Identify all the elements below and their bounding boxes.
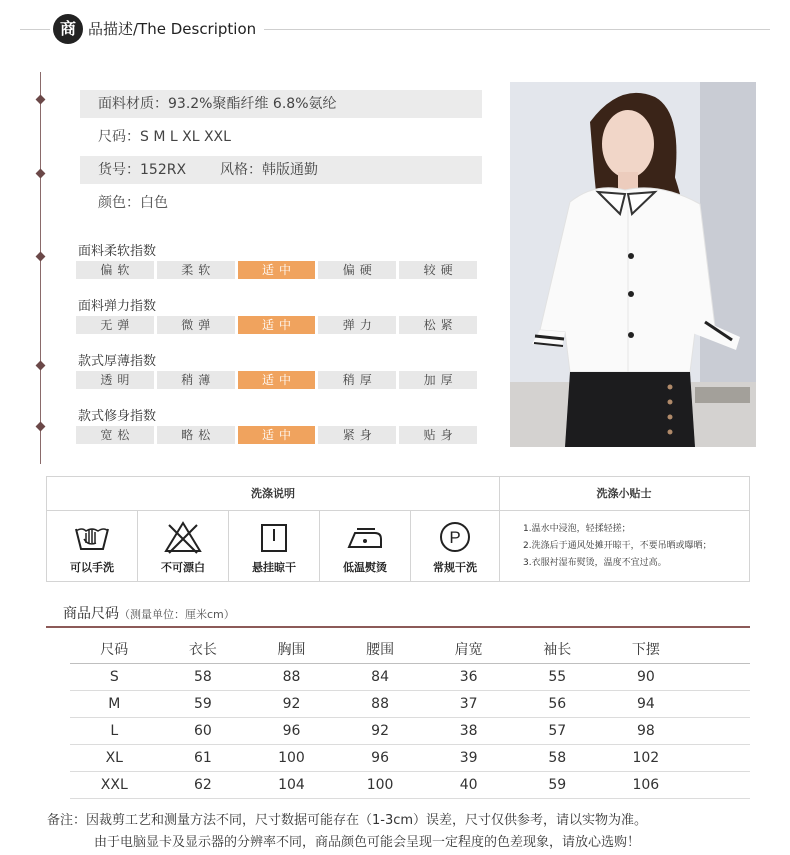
size-unit: （测量单位：厘米cm）	[119, 608, 235, 621]
index-scale	[76, 371, 477, 389]
size-column-header: 腰围	[366, 642, 395, 658]
size-cell: 88	[282, 669, 301, 685]
size-cell: 84	[371, 669, 389, 685]
index-option-selected: 适中	[238, 371, 316, 389]
size-cell: 96	[371, 750, 389, 766]
size-cell: 36	[459, 669, 478, 685]
note-line: 由于电脑显卡及显示器的分辨率不同，商品颜色可能会呈现一定程度的色差现象，请放心选购！	[94, 835, 641, 850]
size-cell: 37	[459, 696, 478, 712]
wash-item	[229, 511, 319, 581]
index-scale	[76, 426, 477, 444]
size-cell: 90	[636, 669, 655, 685]
size-cell: 96	[282, 723, 301, 739]
index-option: 偏硬	[318, 261, 396, 279]
decor-vertical-line	[40, 72, 41, 464]
header-title: 品描述/The Description	[88, 20, 257, 38]
header-rule-right	[264, 29, 770, 30]
wash-item	[410, 511, 500, 581]
size-cell: 94	[636, 696, 655, 712]
hang-dry-icon	[254, 519, 294, 555]
wash-tip: 2.洗涤后于通风处摊开晾干，不要吊晒或曝晒；	[523, 541, 712, 551]
dry-clean-icon	[435, 519, 475, 555]
wash-item	[320, 511, 410, 581]
wash-tip: 3.衣服衬湿布熨烫，温度不宜过高。	[523, 558, 667, 568]
index-option: 贴身	[399, 426, 477, 444]
decor-diamond	[36, 95, 46, 105]
index-title: 款式厚薄指数	[78, 354, 157, 369]
size-column-header: 尺码	[100, 642, 129, 658]
decor-diamond	[36, 422, 46, 432]
size-cell: 58	[548, 750, 567, 766]
size-cell: M	[108, 696, 121, 712]
index-option: 偏软	[76, 261, 154, 279]
low-iron-icon	[345, 519, 385, 555]
size-cell: 106	[632, 777, 660, 793]
wash-tip: 1.温水中浸泡，轻揉轻搓；	[523, 524, 631, 534]
index-option: 无弹	[76, 316, 154, 334]
size-cell: 57	[548, 723, 567, 739]
size-cell: 88	[371, 696, 389, 712]
size-cell: 59	[193, 696, 212, 712]
index-option: 稍厚	[318, 371, 396, 389]
size-cell: 92	[282, 696, 301, 712]
decor-diamond	[36, 361, 46, 371]
product-photo	[510, 82, 756, 447]
wash-label: 悬挂晾干	[252, 561, 296, 574]
index-scale	[76, 316, 477, 334]
size-column-header: 肩宽	[454, 642, 483, 658]
size-cell: 55	[548, 669, 567, 685]
size-table-row	[70, 691, 750, 718]
index-option: 较硬	[399, 261, 477, 279]
index-option: 微弹	[157, 316, 235, 334]
size-cell: 56	[548, 696, 567, 712]
size-title-text: 商品尺码	[63, 606, 119, 622]
index-option: 松紧	[399, 316, 477, 334]
size-column-header: 下摆	[631, 642, 660, 658]
size-table-row	[70, 664, 750, 691]
index-option-selected: 适中	[238, 316, 316, 334]
size-cell: 98	[636, 723, 655, 739]
size-cell: 104	[278, 777, 305, 793]
size-cell: XL	[105, 750, 123, 766]
size-list: 尺码：S M L XL XXL	[98, 129, 231, 145]
size-table-rule	[46, 626, 750, 628]
header-badge: 商	[53, 14, 83, 44]
wash-heading: 洗涤说明	[47, 477, 499, 511]
wash-label: 低温熨烫	[343, 561, 387, 574]
index-option: 柔软	[157, 261, 235, 279]
index-option-selected: 适中	[238, 426, 316, 444]
index-option: 略松	[157, 426, 235, 444]
size-column-header: 衣长	[188, 642, 217, 658]
wash-tips	[523, 521, 751, 572]
wash-item	[138, 511, 228, 581]
size-cell: 59	[548, 777, 567, 793]
wash-item	[47, 511, 137, 581]
item-style-row	[80, 156, 482, 184]
index-option: 弹力	[318, 316, 396, 334]
size-cell: 60	[193, 723, 212, 739]
item-number: 货号：152RX	[98, 162, 187, 178]
size-table-header	[70, 637, 750, 664]
no-bleach-icon	[163, 519, 203, 555]
size-cell: 102	[632, 750, 660, 766]
size-cell: 61	[193, 750, 212, 766]
size-table-row	[70, 772, 750, 799]
size-cell: 62	[193, 777, 212, 793]
note-line: 备注：因裁剪工艺和测量方法不同，尺寸数据可能存在（1-3cm）误差，尺寸仅供参考，请以实物为准。	[47, 813, 648, 828]
size-cell: S	[109, 669, 119, 685]
decor-diamond	[36, 252, 46, 262]
hand-wash-icon	[72, 519, 112, 555]
size-cell: L	[110, 723, 119, 739]
index-option: 加厚	[399, 371, 477, 389]
size-cell: XXL	[100, 777, 128, 793]
index-title: 面料柔软指数	[78, 244, 157, 259]
size-column-header: 胸围	[277, 642, 306, 658]
svg-text:P: P	[449, 528, 461, 547]
size-cell: 58	[193, 669, 212, 685]
index-title: 款式修身指数	[78, 409, 157, 424]
size-table-row	[70, 718, 750, 745]
decor-diamond	[36, 169, 46, 179]
index-title: 面料弹力指数	[78, 299, 157, 314]
index-option: 紧身	[318, 426, 396, 444]
color: 颜色：白色	[98, 195, 168, 211]
size-cell: 92	[371, 723, 389, 739]
wash-label: 不可漂白	[161, 561, 205, 574]
size-cell: 40	[459, 777, 478, 793]
index-scale	[76, 261, 477, 279]
size-cell: 38	[459, 723, 478, 739]
section-header	[0, 12, 790, 46]
wash-label: 常规干洗	[433, 561, 477, 574]
size-column-header: 袖长	[543, 642, 572, 658]
size-table-row	[70, 745, 750, 772]
size-cell: 100	[278, 750, 305, 766]
index-option-selected: 适中	[238, 261, 316, 279]
wash-instructions	[46, 476, 750, 582]
header-rule-left	[20, 29, 50, 30]
style: 风格：韩版通勤	[220, 162, 319, 178]
fabric-material: 面料材质：93.2%聚酯纤维 6.8%氨纶	[80, 90, 482, 118]
size-cell: 100	[366, 777, 394, 793]
wash-tips-heading: 洗涤小贴士	[499, 477, 749, 511]
size-cell: 39	[459, 750, 478, 766]
wash-label: 可以手洗	[70, 561, 114, 574]
index-option: 透明	[76, 371, 154, 389]
size-table-title	[63, 603, 235, 623]
index-option: 宽松	[76, 426, 154, 444]
index-option: 稍薄	[157, 371, 235, 389]
